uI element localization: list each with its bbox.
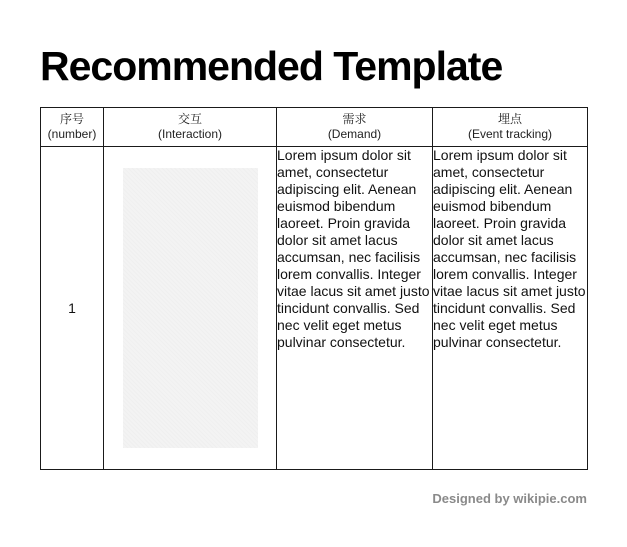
interaction-image-placeholder <box>123 168 258 448</box>
header-number-en: (number) <box>47 127 97 141</box>
page-title: Recommended Template <box>40 43 503 89</box>
header-demand <box>277 108 433 147</box>
header-event-tracking-zh: 埋点 <box>497 112 522 126</box>
table-header-row <box>41 108 588 147</box>
header-interaction <box>104 108 277 147</box>
header-number-zh: 序号 <box>59 112 84 126</box>
footer-credit: Designed by wikipie.com <box>432 491 587 506</box>
header-demand-en: (Demand) <box>327 127 382 141</box>
header-number <box>41 108 104 147</box>
header-interaction-zh: 交互 <box>177 112 202 126</box>
header-demand-zh: 需求 <box>342 112 367 126</box>
header-interaction-en: (Interaction) <box>157 127 223 141</box>
interaction-cell <box>104 147 277 470</box>
template-table <box>40 107 588 470</box>
header-event-tracking <box>433 108 588 147</box>
row-number: 1 <box>41 147 104 470</box>
demand-text: Lorem ipsum dolor sit amet, consectetur adipiscing elit. Aenean euismod bibendum laoreet. Proin gravida dolor sit amet lacus accumsan, nec facilisis lorem convallis. Integer vitae lacus sit amet justo tincidunt convallis. Sed nec velit eget metus pulvinar consectetur. <box>277 147 433 470</box>
header-event-tracking-en: (Event tracking) <box>467 127 553 141</box>
event-tracking-text: Lorem ipsum dolor sit amet, consectetur adipiscing elit. Aenean euismod bibendum laoreet. Proin gravida dolor sit amet lacus accumsan, nec facilisis lorem convallis. Integer vitae lacus sit amet justo tincidunt convallis. Sed nec velit eget metus pulvinar consectetur. <box>433 147 588 470</box>
table-row <box>41 147 588 470</box>
